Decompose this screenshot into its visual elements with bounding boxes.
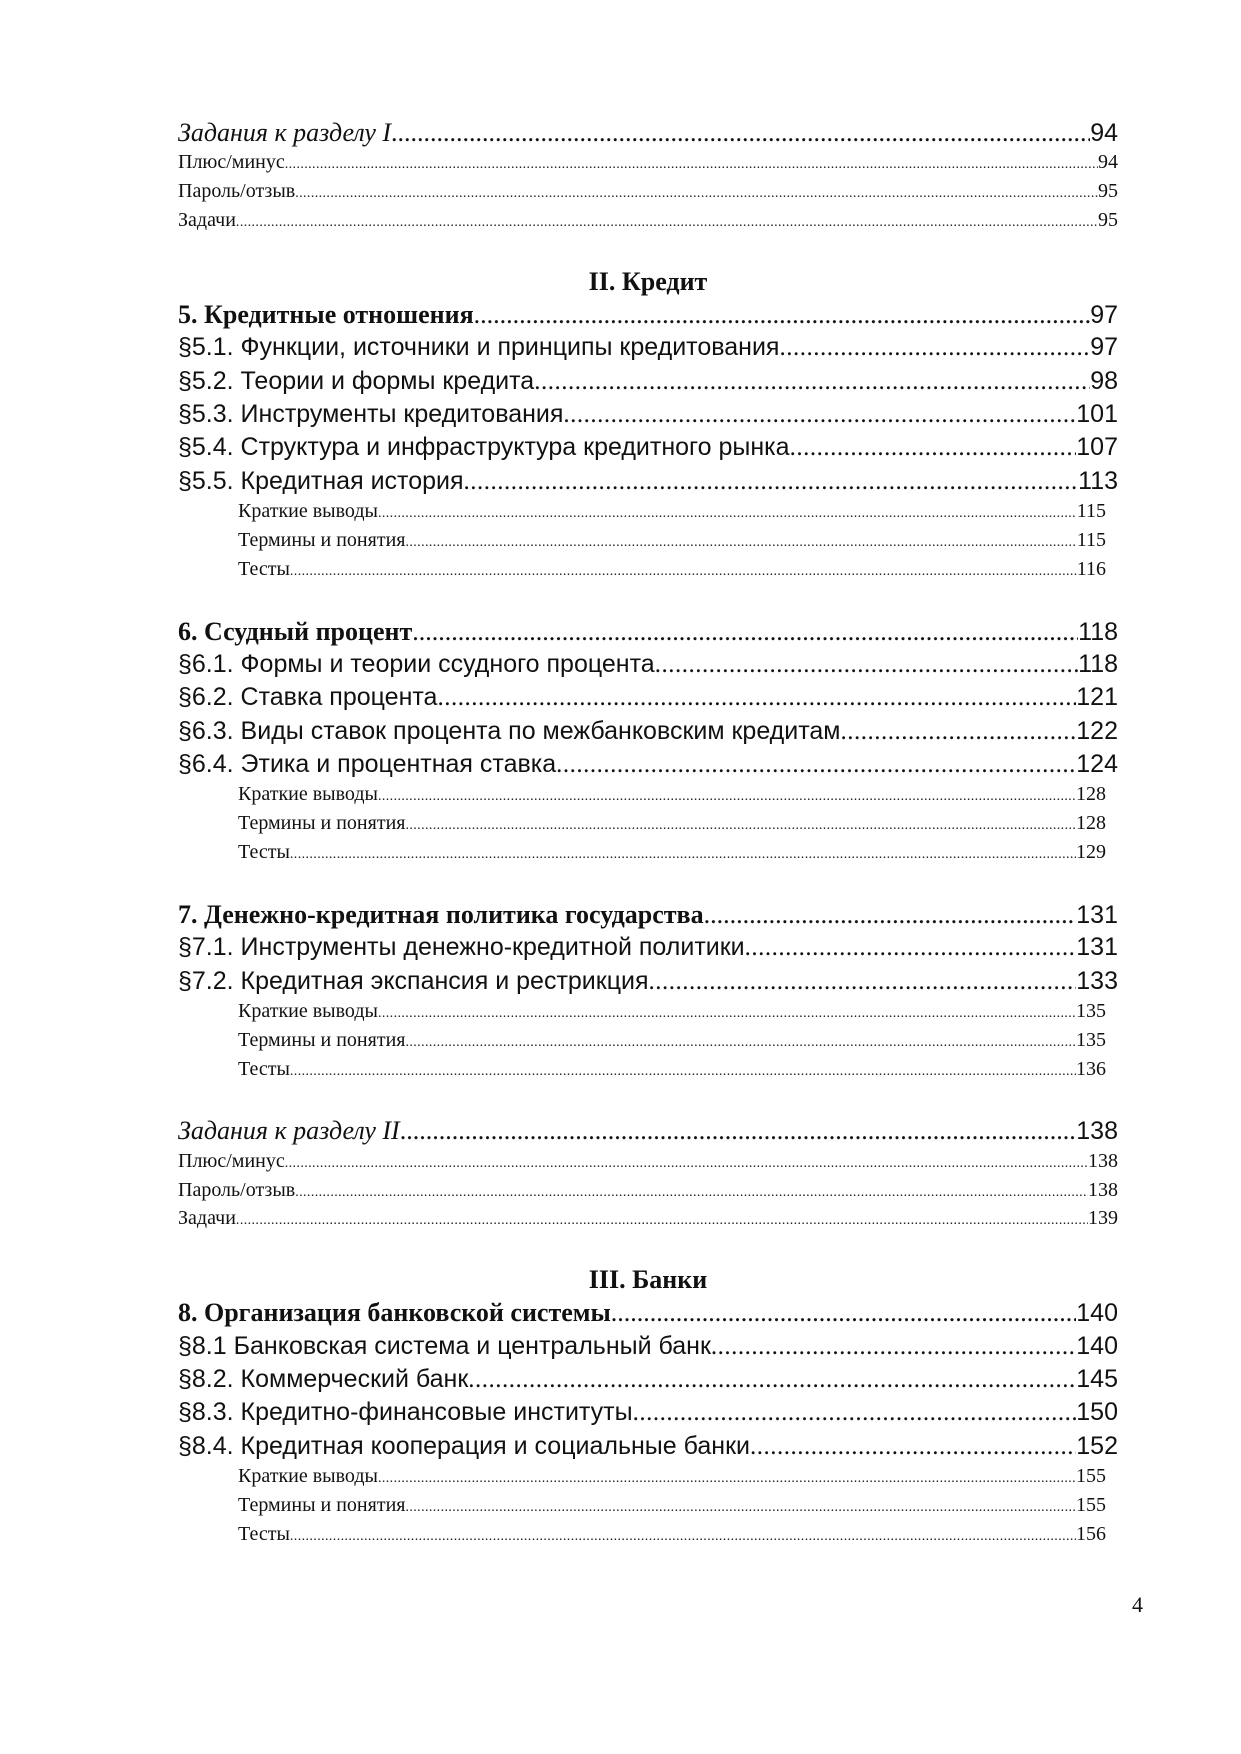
toc-chapter-8[interactable]	[178, 1298, 1118, 1331]
entry-title: §8.4. Кредитная кооперация и социальные банки	[178, 1431, 750, 1460]
leader-dots	[378, 789, 1076, 805]
toc-subentry[interactable]	[178, 1207, 1118, 1236]
leader-dots	[290, 1064, 1076, 1080]
leader-dots	[400, 1116, 1077, 1146]
toc-paragraph[interactable]	[178, 933, 1118, 966]
entry-page: 128	[1076, 783, 1106, 806]
leader-dots	[468, 1366, 1076, 1394]
toc-chapter-7[interactable]	[178, 900, 1118, 933]
leader-dots	[412, 617, 1078, 647]
leader-dots	[290, 847, 1076, 863]
entry-title: Задачи	[178, 208, 236, 231]
toc-extra[interactable]	[178, 529, 1118, 558]
entry-page: 155	[1076, 1465, 1106, 1488]
entry-title: Краткие выводы	[238, 500, 378, 523]
entry-page: 94	[1090, 119, 1118, 147]
entry-page: 138	[1088, 1178, 1118, 1201]
entry-title: Задания к разделу II	[178, 1116, 400, 1146]
entry-page: 94	[1098, 151, 1118, 174]
leader-dots	[745, 934, 1077, 962]
entry-page: 113	[1078, 466, 1118, 495]
entry-page: 95	[1098, 180, 1118, 203]
entry-title: Термины и понятия	[238, 1493, 406, 1516]
entry-page: 121	[1076, 683, 1118, 712]
leader-dots	[290, 1529, 1076, 1545]
leader-dots	[841, 718, 1077, 746]
entry-title: Тесты	[238, 1522, 290, 1545]
entry-page: 129	[1076, 841, 1106, 864]
leader-dots	[464, 468, 1079, 496]
table-of-contents	[178, 118, 1118, 1552]
toc-extra[interactable]	[178, 500, 1118, 529]
toc-extra[interactable]	[178, 783, 1118, 812]
toc-extra[interactable]	[178, 1465, 1118, 1494]
toc-extra[interactable]	[178, 558, 1118, 587]
toc-paragraph[interactable]	[178, 400, 1118, 433]
leader-dots	[285, 1156, 1088, 1172]
leader-dots	[236, 1213, 1088, 1229]
entry-title: Задачи	[178, 1207, 236, 1230]
leader-dots	[378, 1471, 1076, 1487]
entry-title: §6.3. Виды ставок процента по межбанковским кредитам	[178, 716, 841, 745]
entry-title: §5.1. Функции, источники и принципы кредитования	[178, 333, 780, 362]
leader-dots	[295, 1185, 1088, 1201]
part-heading-credit: II. Кредит	[588, 266, 708, 296]
leader-dots	[236, 215, 1098, 231]
entry-page: 140	[1076, 1299, 1118, 1328]
leader-dots	[378, 506, 1077, 522]
toc-extra[interactable]	[178, 1523, 1118, 1552]
toc-paragraph[interactable]	[178, 683, 1118, 716]
entry-title: 5. Кредитные отношения	[178, 299, 474, 329]
entry-page: 116	[1076, 557, 1106, 580]
entry-title: §5.3. Инструменты кредитования	[178, 399, 564, 428]
toc-paragraph[interactable]	[178, 717, 1118, 750]
toc-paragraph[interactable]	[178, 1332, 1118, 1365]
leader-dots	[534, 368, 1090, 396]
part-heading-banks: III. Банки	[588, 1265, 708, 1295]
entry-title: Пароль/отзыв	[178, 1178, 296, 1201]
entry-title: Термины и понятия	[238, 528, 406, 551]
entry-page: 131	[1076, 900, 1118, 929]
toc-entry-section1-tasks[interactable]	[178, 118, 1118, 151]
toc-subentry[interactable]	[178, 1179, 1118, 1208]
entry-page: 150	[1076, 1398, 1118, 1427]
toc-paragraph[interactable]	[178, 1365, 1118, 1398]
entry-page: 152	[1076, 1431, 1118, 1460]
entry-page: 138	[1076, 1117, 1118, 1146]
leader-dots	[405, 818, 1076, 834]
entry-page: 122	[1076, 716, 1118, 745]
leader-dots	[285, 157, 1098, 173]
entry-page: 140	[1076, 1331, 1118, 1360]
leader-dots	[556, 751, 1076, 779]
entry-title: Краткие выводы	[238, 1465, 378, 1488]
toc-paragraph[interactable]	[178, 433, 1118, 466]
entry-page: 115	[1076, 500, 1106, 523]
entry-title: Краткие выводы	[238, 1000, 378, 1023]
entry-page: 98	[1090, 366, 1118, 395]
entry-page: 97	[1090, 300, 1118, 329]
entry-title: §7.2. Кредитная экспансия и рестрикция	[178, 966, 649, 995]
entry-page: 115	[1076, 528, 1106, 551]
toc-subentry[interactable]	[178, 151, 1118, 180]
toc-paragraph[interactable]	[178, 467, 1118, 500]
leader-dots	[405, 1035, 1076, 1051]
entry-page: 139	[1088, 1207, 1118, 1230]
entry-title: Задания к разделу I	[178, 118, 392, 147]
toc-paragraph[interactable]	[178, 1432, 1118, 1465]
entry-title: Термины и понятия	[238, 812, 406, 835]
entry-title: Краткие выводы	[238, 783, 378, 806]
toc-entry-section2-tasks[interactable]	[178, 1116, 1118, 1149]
leader-dots	[779, 334, 1090, 362]
leader-dots	[649, 968, 1077, 996]
entry-page: 133	[1076, 966, 1118, 995]
leader-dots	[655, 651, 1078, 679]
entry-title: §5.2. Теории и формы кредита	[178, 366, 535, 395]
entry-page: 101	[1076, 399, 1118, 428]
toc-paragraph[interactable]	[178, 750, 1118, 783]
leader-dots	[750, 1433, 1076, 1461]
entry-title: Тесты	[238, 1057, 290, 1080]
leader-dots	[295, 186, 1098, 202]
leader-dots	[711, 1333, 1076, 1361]
entry-page: 156	[1076, 1522, 1106, 1545]
leader-dots	[633, 1399, 1077, 1427]
entry-title: §8.3. Кредитно-финансовые институты	[178, 1398, 633, 1427]
entry-title: §8.1 Банковская система и центральный банк	[178, 1331, 711, 1360]
entry-page: 128	[1076, 812, 1106, 835]
entry-page: 135	[1076, 1000, 1106, 1023]
entry-page: 124	[1076, 750, 1118, 779]
toc-paragraph[interactable]	[178, 367, 1118, 400]
toc-subentry[interactable]	[178, 180, 1118, 209]
entry-title: 6. Ссудный процент	[178, 616, 413, 646]
entry-title: Плюс/минус	[178, 1149, 285, 1172]
toc-extra[interactable]	[178, 1000, 1118, 1029]
toc-chapter-6[interactable]	[178, 617, 1118, 650]
toc-chapter-5[interactable]	[178, 300, 1118, 333]
toc-paragraph[interactable]	[178, 1398, 1118, 1431]
leader-dots	[290, 564, 1077, 580]
entry-title: §6.1. Формы и теории ссудного процента	[178, 649, 655, 678]
toc-paragraph[interactable]	[178, 333, 1118, 366]
toc-paragraph[interactable]	[178, 967, 1118, 1000]
entry-page: 145	[1076, 1364, 1118, 1393]
toc-extra[interactable]	[178, 1494, 1118, 1523]
entry-title: 8. Организация банковской системы	[178, 1298, 611, 1328]
entry-title: §6.4. Этика и процентная ставка	[178, 750, 557, 779]
toc-extra[interactable]	[178, 812, 1118, 841]
leader-dots	[405, 1500, 1076, 1516]
leader-dots	[437, 684, 1076, 712]
toc-subentry[interactable]	[178, 1150, 1118, 1179]
leader-dots	[790, 434, 1077, 462]
entry-title: §8.2. Коммерческий банк	[178, 1364, 469, 1393]
entry-title: §7.1. Инструменты денежно-кредитной политики	[178, 933, 745, 962]
toc-extra[interactable]	[178, 1058, 1118, 1087]
entry-page: 138	[1088, 1149, 1118, 1172]
entry-title: Пароль/отзыв	[178, 180, 296, 203]
toc-paragraph[interactable]	[178, 650, 1118, 683]
entry-title: §5.5. Кредитная история	[178, 466, 464, 495]
entry-page: 135	[1076, 1028, 1106, 1051]
entry-title: §6.2. Ставка процента	[178, 683, 438, 712]
entry-title: Тесты	[238, 557, 290, 580]
toc-extra[interactable]	[178, 1029, 1118, 1058]
entry-title: 7. Денежно-кредитная политика государства	[178, 899, 704, 929]
leader-dots	[563, 401, 1076, 429]
page-number: 4	[1132, 1592, 1143, 1617]
entry-page: 95	[1098, 208, 1118, 231]
leader-dots	[474, 300, 1091, 330]
toc-extra[interactable]	[178, 841, 1118, 870]
leader-dots	[378, 1006, 1076, 1022]
entry-title: Термины и понятия	[238, 1028, 406, 1051]
entry-page: 107	[1076, 433, 1118, 462]
entry-page: 118	[1078, 617, 1118, 646]
entry-title: §5.4. Структура и инфраструктура кредитного рынка	[178, 433, 790, 462]
leader-dots	[405, 535, 1076, 551]
entry-page: 155	[1076, 1493, 1106, 1516]
toc-subentry[interactable]	[178, 209, 1118, 238]
leader-dots	[704, 900, 1077, 930]
leader-dots	[611, 1298, 1076, 1328]
leader-dots	[391, 118, 1090, 148]
entry-page: 131	[1076, 933, 1118, 962]
entry-title: Тесты	[238, 841, 290, 864]
entry-page: 118	[1078, 649, 1118, 678]
entry-page: 97	[1090, 333, 1118, 362]
entry-title: Плюс/минус	[178, 151, 285, 174]
entry-page: 136	[1076, 1057, 1106, 1080]
